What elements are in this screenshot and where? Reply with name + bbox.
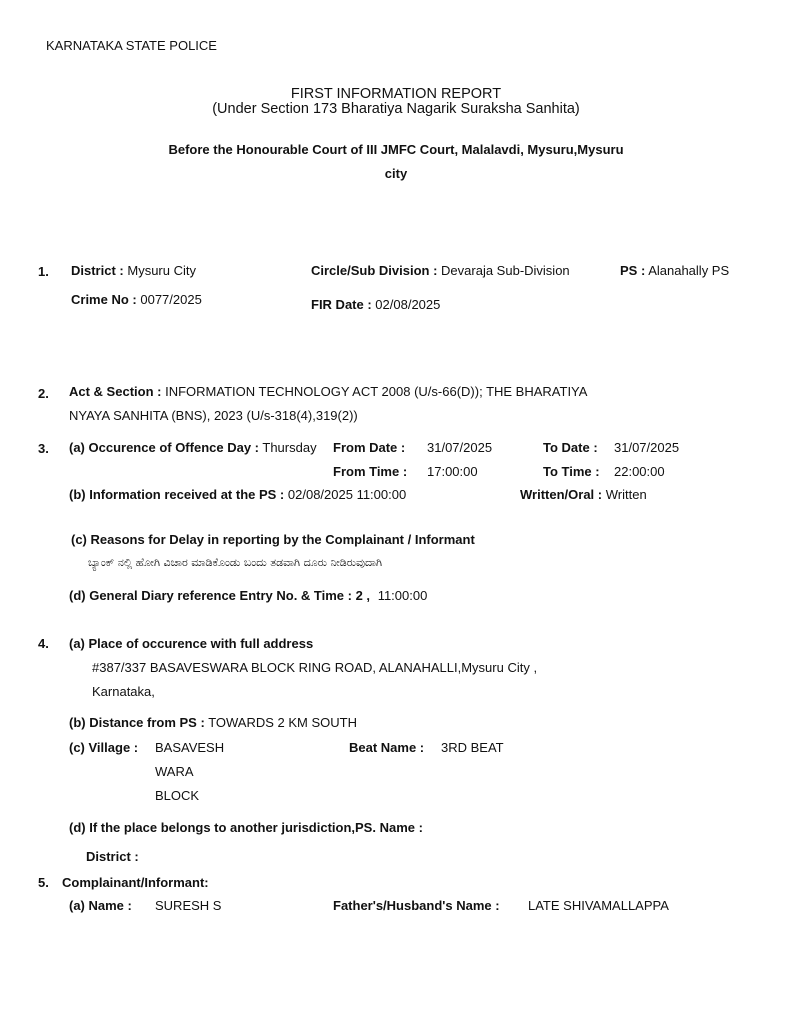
- section-1-number: 1.: [38, 264, 49, 279]
- village-line-2: WARA: [155, 764, 194, 779]
- district-value: Mysuru City: [127, 263, 196, 278]
- report-subtitle: (Under Section 173 Bharatiya Nagarik Suraksha Sanhita): [212, 101, 580, 117]
- district-label: District :: [71, 263, 124, 278]
- father-name-value: LATE SHIVAMALLAPPA: [528, 898, 669, 913]
- occurrence-day-field: [69, 440, 317, 456]
- to-time-label: To Time :: [543, 464, 600, 479]
- section-4-number: 4.: [38, 636, 49, 651]
- general-diary-label: (d) General Diary reference Entry No. & Time :: [69, 588, 352, 603]
- to-date-label: To Date :: [543, 440, 598, 455]
- written-oral-label: Written/Oral :: [520, 487, 603, 502]
- general-diary-time: 11:00:00: [377, 588, 428, 603]
- circle-label: Circle/Sub Division :: [311, 263, 438, 278]
- section-5-number: 5.: [38, 875, 49, 890]
- place-label: (a) Place of occurence with full address: [69, 636, 314, 651]
- address-line-2: Karnataka,: [92, 684, 155, 699]
- village-line-1: BASAVESH: [155, 740, 225, 755]
- from-date-value: 31/07/2025: [427, 440, 493, 455]
- to-time-value: 22:00:00: [614, 464, 665, 479]
- info-received-field: [69, 487, 406, 503]
- complainant-name-value: SURESH S: [155, 898, 222, 913]
- general-diary-field: [69, 588, 427, 604]
- delay-reason-label: (c) Reasons for Delay in reporting by the Complainant / Informant: [71, 532, 475, 547]
- ps-value: Alanahally PS: [648, 263, 730, 278]
- written-oral-value: Written: [605, 487, 647, 502]
- circle-field: [311, 263, 570, 279]
- from-date-label: From Date :: [333, 440, 406, 455]
- act-section-field: [69, 384, 587, 400]
- distance-value: TOWARDS 2 KM SOUTH: [208, 715, 357, 730]
- section-3-number: 3.: [38, 441, 49, 456]
- ps-field: [620, 263, 729, 279]
- crime-no-field: [71, 292, 202, 308]
- ps-label: PS :: [620, 263, 646, 278]
- fir-date-label: FIR Date :: [311, 297, 372, 312]
- act-section-line-2: NYAYA SANHITA (BNS), 2023 (U/s-318(4),319(2)): [69, 408, 358, 423]
- from-time-label: From Time :: [333, 464, 408, 479]
- fir-date-value: 02/08/2025: [375, 297, 441, 312]
- complainant-label: Complainant/Informant:: [62, 875, 209, 890]
- court-line-1: Before the Honourable Court of III JMFC Court, Malalavdi, Mysuru,Mysuru: [168, 142, 624, 157]
- delay-reason-value: ಬ್ಯಾಂಕ್ ನಲ್ಲಿ ಹೋಗಿ ವಿಚಾರ ಮಾಡಿಕೊಂಡು ಬಂದು ತಡವಾಗಿ ದೂರು ನೀಡಿರುವುದಾಗಿ: [88, 556, 383, 569]
- distance-field: [69, 715, 357, 731]
- section-2-number: 2.: [38, 386, 49, 401]
- org-name: KARNATAKA STATE POLICE: [46, 38, 217, 53]
- act-section-line-1: INFORMATION TECHNOLOGY ACT 2008 (U/s-66(D)); THE BHARATIYA: [165, 384, 588, 399]
- jurisdiction-label: (d) If the place belongs to another jurisdiction,PS. Name :: [69, 820, 423, 835]
- circle-value: Devaraja Sub-Division: [441, 263, 570, 278]
- from-time-value: 17:00:00: [427, 464, 478, 479]
- village-label: (c) Village :: [69, 740, 139, 755]
- info-received-value: 02/08/2025 11:00:00: [287, 487, 407, 502]
- jurisdiction-district-label: District :: [86, 849, 139, 864]
- complainant-name-label: (a) Name :: [69, 898, 132, 913]
- crime-no-label: Crime No :: [71, 292, 137, 307]
- occurrence-day-value: Thursday: [262, 440, 317, 455]
- occurrence-day-label: (a) Occurence of Offence Day :: [69, 440, 259, 455]
- court-line-2: city: [384, 166, 408, 181]
- report-title: FIRST INFORMATION REPORT: [290, 86, 502, 102]
- beat-name-value: 3RD BEAT: [441, 740, 504, 755]
- beat-name-label: Beat Name :: [349, 740, 425, 755]
- father-name-label: Father's/Husband's Name :: [333, 898, 500, 913]
- info-received-label: (b) Information received at the PS :: [69, 487, 285, 502]
- address-line-1: #387/337 BASAVESWARA BLOCK RING ROAD, ALANAHALLI,Mysuru City ,: [92, 660, 538, 675]
- fir-date-field: [311, 297, 440, 313]
- crime-no-value: 0077/2025: [140, 292, 202, 307]
- village-line-3: BLOCK: [155, 788, 200, 803]
- district-field: [71, 263, 196, 279]
- to-date-value: 31/07/2025: [614, 440, 680, 455]
- written-oral-field: [520, 487, 647, 503]
- act-section-label: Act & Section :: [69, 384, 162, 399]
- general-diary-entry: 2 ,: [355, 588, 371, 603]
- distance-label: (b) Distance from PS :: [69, 715, 205, 730]
